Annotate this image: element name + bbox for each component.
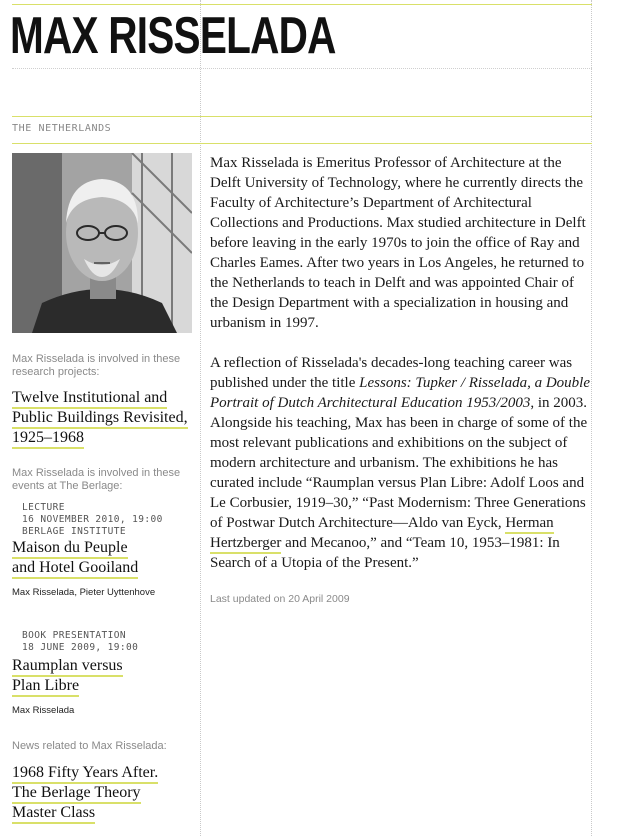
projects-intro: Max Risselada is involved in these research projects: — [12, 353, 181, 378]
portrait-photo — [12, 153, 192, 333]
news-title-line[interactable]: Master Class — [12, 804, 95, 824]
country-bottom-rule — [12, 143, 592, 144]
event-title-line[interactable]: Plan Libre — [12, 677, 79, 697]
event-type: BOOK PRESENTATION — [22, 630, 127, 641]
event-title-link[interactable] — [12, 656, 192, 696]
event-date: 16 NOVEMBER 2010, 19:00 — [22, 514, 163, 525]
event-item-2 — [12, 630, 192, 716]
event-title-line[interactable]: and Hotel Gooiland — [12, 559, 138, 579]
column-divider — [200, 0, 201, 836]
event-date: 18 JUNE 2009, 19:00 — [22, 642, 139, 653]
projects-section — [12, 353, 192, 448]
project-title[interactable]: Twelve Institutional and Public Buildings Revisited, 1925–1968 — [12, 389, 188, 449]
country-label: THE NETHERLANDS — [12, 123, 112, 134]
event-people — [12, 705, 192, 716]
bio-paragraph-2 — [210, 353, 594, 573]
news-link[interactable] — [12, 763, 192, 823]
book-title: Lessons: Tupker / Risselada, a Double Portrait of Dutch Architectural Education 1953/2003 — [210, 375, 590, 411]
project-link[interactable] — [12, 388, 192, 448]
events-intro: Max Risselada is involved in these events at The Berlage: — [12, 467, 181, 492]
bio-text: and Mecanoo,” and “Team 10, 1953–1981: In Search of a Utopia of the Present.” — [210, 535, 560, 571]
event-type: LECTURE — [22, 502, 65, 513]
event-title-line[interactable]: Maison du Peuple — [12, 539, 128, 559]
biography — [210, 153, 594, 605]
page-title: MAX RISSELADA — [10, 7, 336, 65]
last-updated: Last updated on 20 April 2009 — [210, 593, 350, 605]
person-link[interactable]: Max Risselada — [12, 587, 75, 598]
bio-text: , in 2003. Alongside his teaching, Max has been in charge of some of the most relevant publications and exhibitions on the subject of modern architecture and urbanism. The exhibitions he has curated include “Raumplan versus Plan Libre: Adolf Loos and Le Corbusier, 1919–30,” “Past Modernism: Three Generations of Postwar Dutch Architecture—Aldo van Eyck, — [210, 395, 588, 531]
person-link[interactable]: Pieter Uyttenhove — [79, 587, 156, 598]
event-venue: BERLAGE INSTITUTE — [22, 526, 127, 537]
news-section — [12, 740, 192, 823]
bio-text: A reflection of Risselada's decades-long teaching career was published under the title — [210, 355, 573, 391]
events-section — [12, 467, 192, 493]
country-top-rule — [12, 116, 592, 117]
event-people: Max Risselada, Pieter Uyttenhove — [12, 587, 156, 598]
bio-paragraph-1: Max Risselada is Emeritus Professor of Architecture at the Delft University of Technology, where he currently directs the Faculty of Architecture’s Department of Architectural Collections and Productions. Max studied architecture in Delft before leaving in the early 1970s to join the office of Ray and Charles Eames. After two years in Los Angeles, he returned to the Netherlands to teach in Delft and was appointed Chair of the Design Department with a specialization in housing and urbanism in 1997. — [210, 155, 586, 331]
news-title-line[interactable]: The Berlage Theory — [12, 784, 141, 804]
event-title-link[interactable] — [12, 538, 192, 578]
portrait-image — [12, 153, 192, 333]
person-link-hertzberger[interactable]: Herman Hertzberger — [210, 515, 554, 554]
person-link[interactable]: Max Risselada — [12, 705, 75, 716]
title-rule — [12, 68, 592, 69]
event-item-1 — [12, 502, 192, 598]
news-intro: News related to Max Risselada: — [12, 740, 167, 752]
news-title-line[interactable]: 1968 Fifty Years After. — [12, 764, 158, 784]
event-title-line[interactable]: Raumplan versus — [12, 657, 123, 677]
